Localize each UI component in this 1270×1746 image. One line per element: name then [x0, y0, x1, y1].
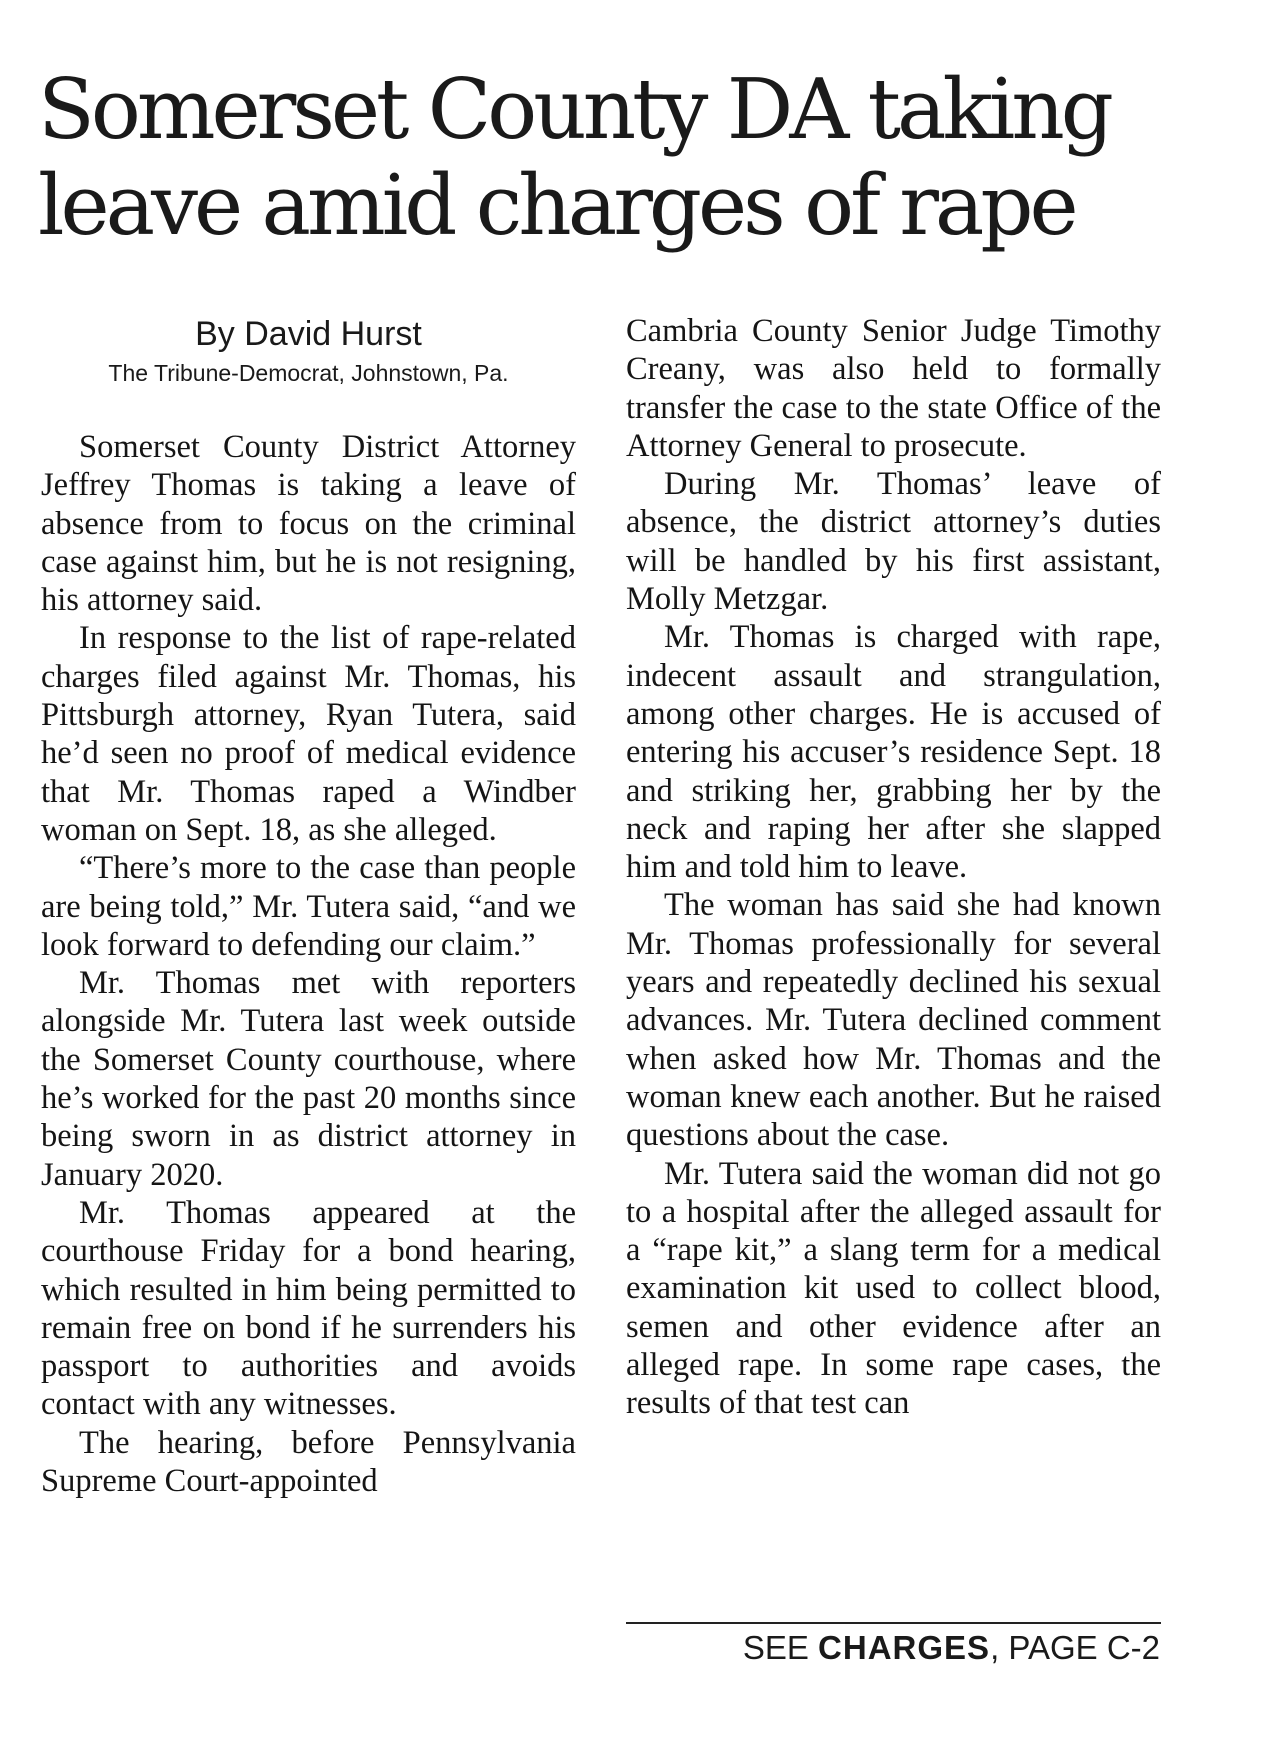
headline-line-1: Somerset County DA taking	[38, 61, 1110, 158]
jump-prefix: SEE	[742, 1629, 819, 1666]
article-column-right	[626, 312, 1161, 1423]
headline-line-2: leave amid charges of rape	[38, 157, 1075, 254]
paragraph-continuation: Cambria County Senior Judge Timothy Creany, was also held to formally transfer the case to the state Office of the Attorney General to prosecute.	[626, 313, 1161, 464]
article-column-left	[41, 312, 576, 1500]
paragraph: The hearing, before Pennsylvania Supreme Court-appointed	[41, 1424, 576, 1500]
paragraph: Mr. Tutera said the woman did not go to a hospital after the alleged assault for a “rape kit,” a slang term for a medical examination kit used to collect blood, semen and other evidence after an alleged rape. In some rape cases, the results of that test can	[626, 1155, 1161, 1422]
paragraph: Mr. Thomas is charged with rape, indecent assault and strangulation, among other charges. He is accused of entering his accuser’s residence Sept. 18 and striking her, grabbing her by the neck and raping her after she slapped him and told him to leave.	[626, 619, 1161, 886]
paragraph: Mr. Thomas appeared at the courthouse Friday for a bond hearing, which resulted in him being permitted to remain free on bond if he surrenders his passport to authorities and avoids contact with any witnesses.	[41, 1194, 576, 1423]
jump-keyword: CHARGES	[818, 1629, 991, 1666]
jump-line	[743, 1626, 1160, 1670]
byline-source: The Tribune-Democrat, Johnstown, Pa.	[108, 360, 509, 386]
paragraph: Somerset County District Attorney Jeffrey Thomas is taking a leave of absence from to focus on the criminal case against him, but he is not resigning, his attorney said.	[41, 429, 576, 619]
byline-block	[41, 312, 576, 390]
paragraph: During Mr. Thomas’ leave of absence, the district attorney’s duties will be handled by his first assistant, Molly Metzgar.	[626, 466, 1161, 618]
jump-page: , PAGE C-2	[990, 1629, 1160, 1666]
paragraph: The woman has said she had known Mr. Thomas professionally for several years and repeatedly declined his sexual advances. Mr. Tutera declined comment when asked how Mr. Thomas and the woman knew each another. But he raised questions about the case.	[626, 887, 1161, 1154]
jump-divider	[626, 1622, 1161, 1624]
byline-author: By David Hurst	[195, 315, 422, 353]
headline	[38, 62, 1238, 254]
paragraph: Mr. Thomas met with reporters alongside Mr. Tutera last week outside the Somerset County courthouse, where he’s worked for the past 20 months since being sworn in as district attorney in January 2020.	[41, 965, 576, 1193]
paragraph: In response to the list of rape-related charges filed against Mr. Thomas, his Pittsburgh attorney, Ryan Tutera, said he’d seen no proof of medical evidence that Mr. Thomas raped a Windber woman on Sept. 18, as she alleged.	[41, 620, 576, 848]
paragraph: “There’s more to the case than people are being told,” Mr. Tutera said, “and we look forward to defending our claim.”	[41, 850, 576, 963]
